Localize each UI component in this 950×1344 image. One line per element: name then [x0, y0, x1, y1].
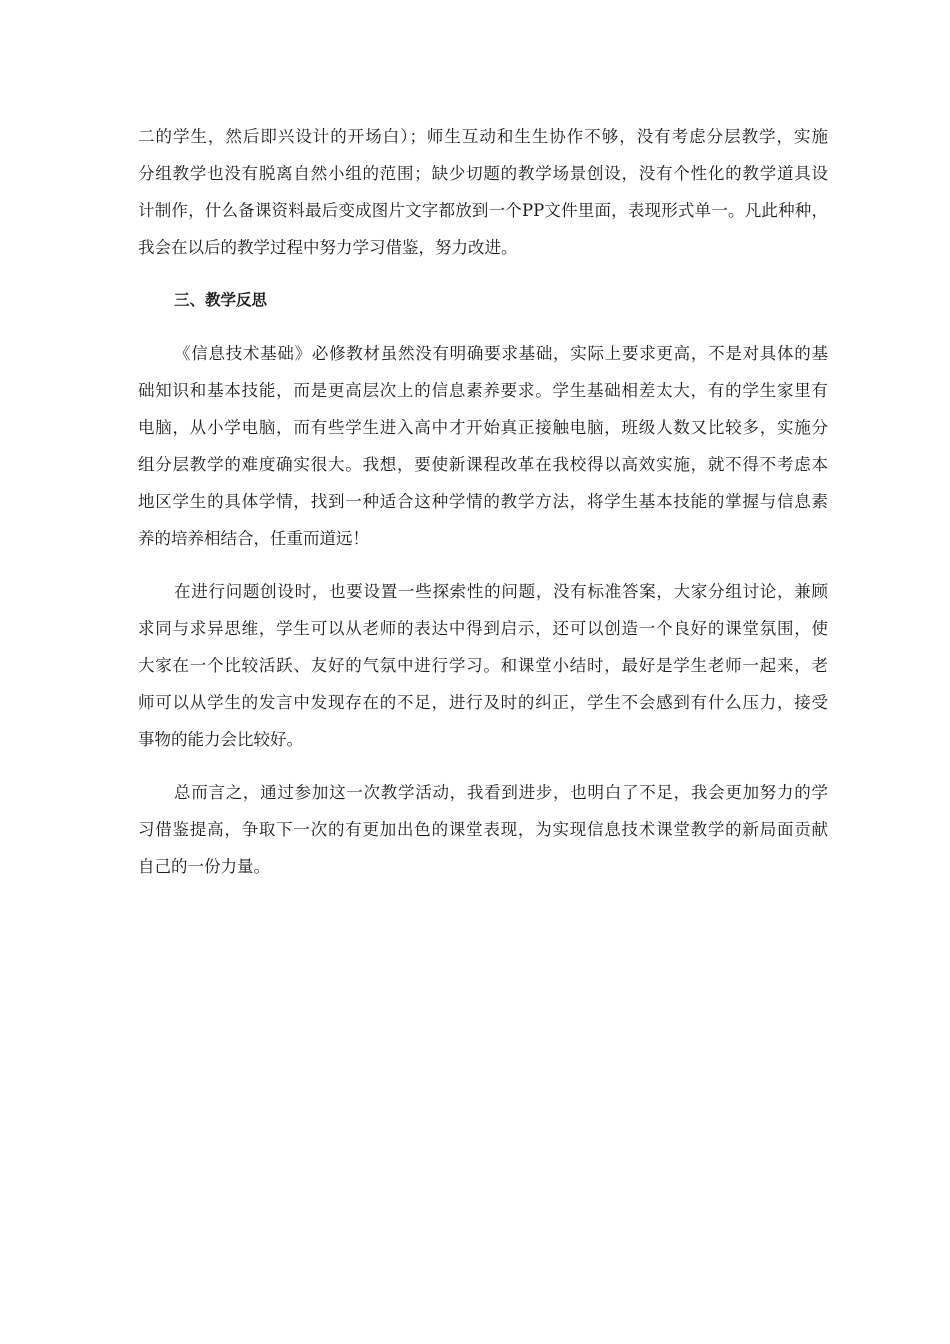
paragraph-line: 师可以从学生的发言中发现存在的不足，进行及时的纠正，学生不会感到有什么压力，接受	[138, 693, 828, 712]
paragraph-line: 计制作，什么备课资料最后变成图片文字都放到一个PP文件里面，表现形式单一。凡此种种，	[138, 201, 828, 220]
paragraph-line: 《信息技术基础》必修教材虽然没有明确要求基础，实际上要求更高，不是对具体的基	[174, 344, 828, 363]
paragraph-line: 在进行问题创设时，也要设置一些探索性的问题，没有标准答案，大家分组讨论，兼顾	[174, 582, 828, 601]
paragraph-line: 求同与求异思维，学生可以从老师的表达中得到启示，还可以创造一个良好的课堂氛围，使	[138, 619, 828, 638]
paragraph-line: 我会在以后的教学过程中努力学习借鉴，努力改进。	[138, 238, 518, 257]
paragraph-line: 电脑，从小学电脑，而有些学生进入高中才开始真正接触电脑，班级人数又比较多，实施分	[138, 418, 828, 437]
paragraph-line: 事物的能力会比较好。	[138, 730, 303, 749]
paragraph-line: 养的培养相结合，任重而道远！	[138, 529, 369, 548]
paragraph-line: 习借鉴提高，争取下一次的有更加出色的课堂表现，为实现信息技术课堂教学的新局面贡献	[138, 820, 828, 839]
paragraph-line: 础知识和基本技能，而是更高层次上的信息素养要求。学生基础相差太大，有的学生家里有	[138, 381, 828, 400]
paragraph-line: 大家在一个比较活跃、友好的气氛中进行学习。和课堂小结时，最好是学生老师一起来，老	[138, 656, 828, 675]
paragraph-gap	[138, 266, 828, 282]
paragraph-line: 自己的一份力量。	[138, 857, 270, 876]
paragraph	[138, 573, 828, 758]
section-heading: 三、教学反思	[174, 291, 268, 309]
document-body	[138, 118, 828, 885]
paragraph	[138, 335, 828, 557]
paragraph-line: 总而言之，通过参加这一次教学活动，我看到进步，也明白了不足，我会更加努力的学	[174, 783, 828, 802]
paragraph	[138, 118, 828, 266]
paragraph	[138, 774, 828, 885]
paragraph-gap	[138, 557, 828, 573]
paragraph-gap	[138, 319, 828, 335]
paragraph-gap	[138, 758, 828, 774]
paragraph-line: 二的学生，然后即兴设计的开场白）；师生互动和生生协作不够，没有考虑分层教学，实施	[138, 127, 828, 146]
paragraph-line: 地区学生的具体学情，找到一种适合这种学情的教学方法，将学生基本技能的掌握与信息素	[138, 492, 828, 511]
paragraph-line: 组分层教学的难度确实很大。我想，要使新课程改革在我校得以高效实施，就不得不考虑本	[138, 455, 828, 474]
paragraph-line: 分组教学也没有脱离自然小组的范围；缺少切题的教学场景创设，没有个性化的教学道具设	[138, 164, 828, 183]
